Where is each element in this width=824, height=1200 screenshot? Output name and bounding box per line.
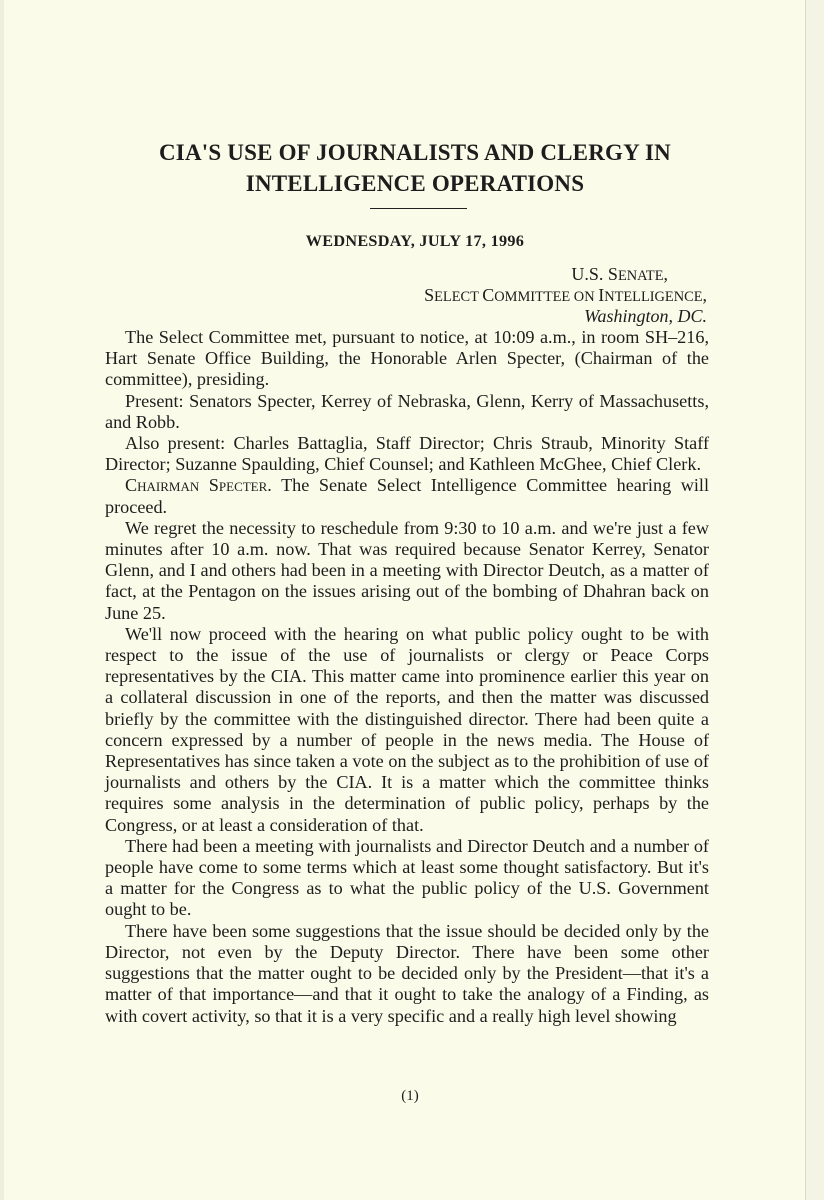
paragraph-meeting: There had been a meeting with journalists and Director Deutch and a number of people have come to some terms which at least some thought satisfactory. But it's a matter for the Congress as to what the public policy of the U.S. Government ought to be. xyxy=(105,835,709,920)
address-line-senate: U.S. SENATE, xyxy=(571,264,668,284)
paragraph-also-present: Also present: Charles Battaglia, Staff Director; Chris Straub, Minority Staff Director; Suzanne Spaulding, Chief Counsel; and Kathleen McGhee, Chief Clerk. xyxy=(105,433,709,475)
address-line-committee: SELECT COMMITTEE ON INTELLIGENCE, xyxy=(424,285,707,305)
paragraph-opening: The Select Committee met, pursuant to notice, at 10:09 a.m., in room SH–216, Hart Senate Office Building, the Honorable Arlen Specter, (Chairman of the committee), presiding. xyxy=(105,327,709,390)
paragraph-public-policy: We'll now proceed with the hearing on what public policy ought to be with respect to the issue of the use of journalists or clergy or Peace Corps representatives by the CIA. This matter came into prominence earlier this year on a collateral discussion in one of the reports, and then the matter was discussed briefly by the committee with the distinguished director. There had been quite a concern expressed by a number of people in the news media. The House of Representatives has since taken a vote on the subject as to the prohibition of use of journalists and others by the CIA. It is a matter which the committee thinks requires some analysis in the determination of public policy, perhaps by the Congress, or at least a consideration of that. xyxy=(105,623,709,835)
paragraph-reschedule: We regret the necessity to reschedule from 9:30 to 10 a.m. and we're just a few minutes after 10 a.m. now. That was required because Senator Kerrey, Senator Glenn, and I and others had been in a meeting with Director Deutch, as a matter of fact, at the Pentagon on the issues arising out of the bombing of Dhahran back on June 25. xyxy=(105,517,709,623)
hearing-transcript xyxy=(105,327,709,1027)
document-title: CIA'S USE OF JOURNALISTS AND CLERGY IN INTELLIGENCE OPERATIONS xyxy=(159,140,671,196)
paragraph-chairman-remark xyxy=(105,475,709,517)
page-number: (1) xyxy=(401,1088,419,1104)
address-line-location: Washington, DC. xyxy=(584,306,707,326)
hearing-date: WEDNESDAY, JULY 17, 1996 xyxy=(305,232,525,250)
title-divider xyxy=(370,208,467,209)
chairman-remark-text: The Senate Select Intelligence Committee hearing will proceed. xyxy=(105,475,709,517)
page-right-edge xyxy=(805,0,824,1200)
speaker-label: Chairman Specter. xyxy=(125,475,272,496)
page-left-edge xyxy=(0,0,4,1200)
paragraph-present: Present: Senators Specter, Kerrey of Nebraska, Glenn, Kerry of Massachusetts, and Robb. xyxy=(105,390,709,432)
paragraph-suggestions: There have been some suggestions that the issue should be decided only by the Director, not even by the Deputy Director. There have been some other suggestions that the matter ought to be decided only by the President—that it's a matter of that importance—and that it ought to take the analogy of a Finding, as with covert activity, so that it is a very specific and a really high level showing xyxy=(105,920,709,1026)
